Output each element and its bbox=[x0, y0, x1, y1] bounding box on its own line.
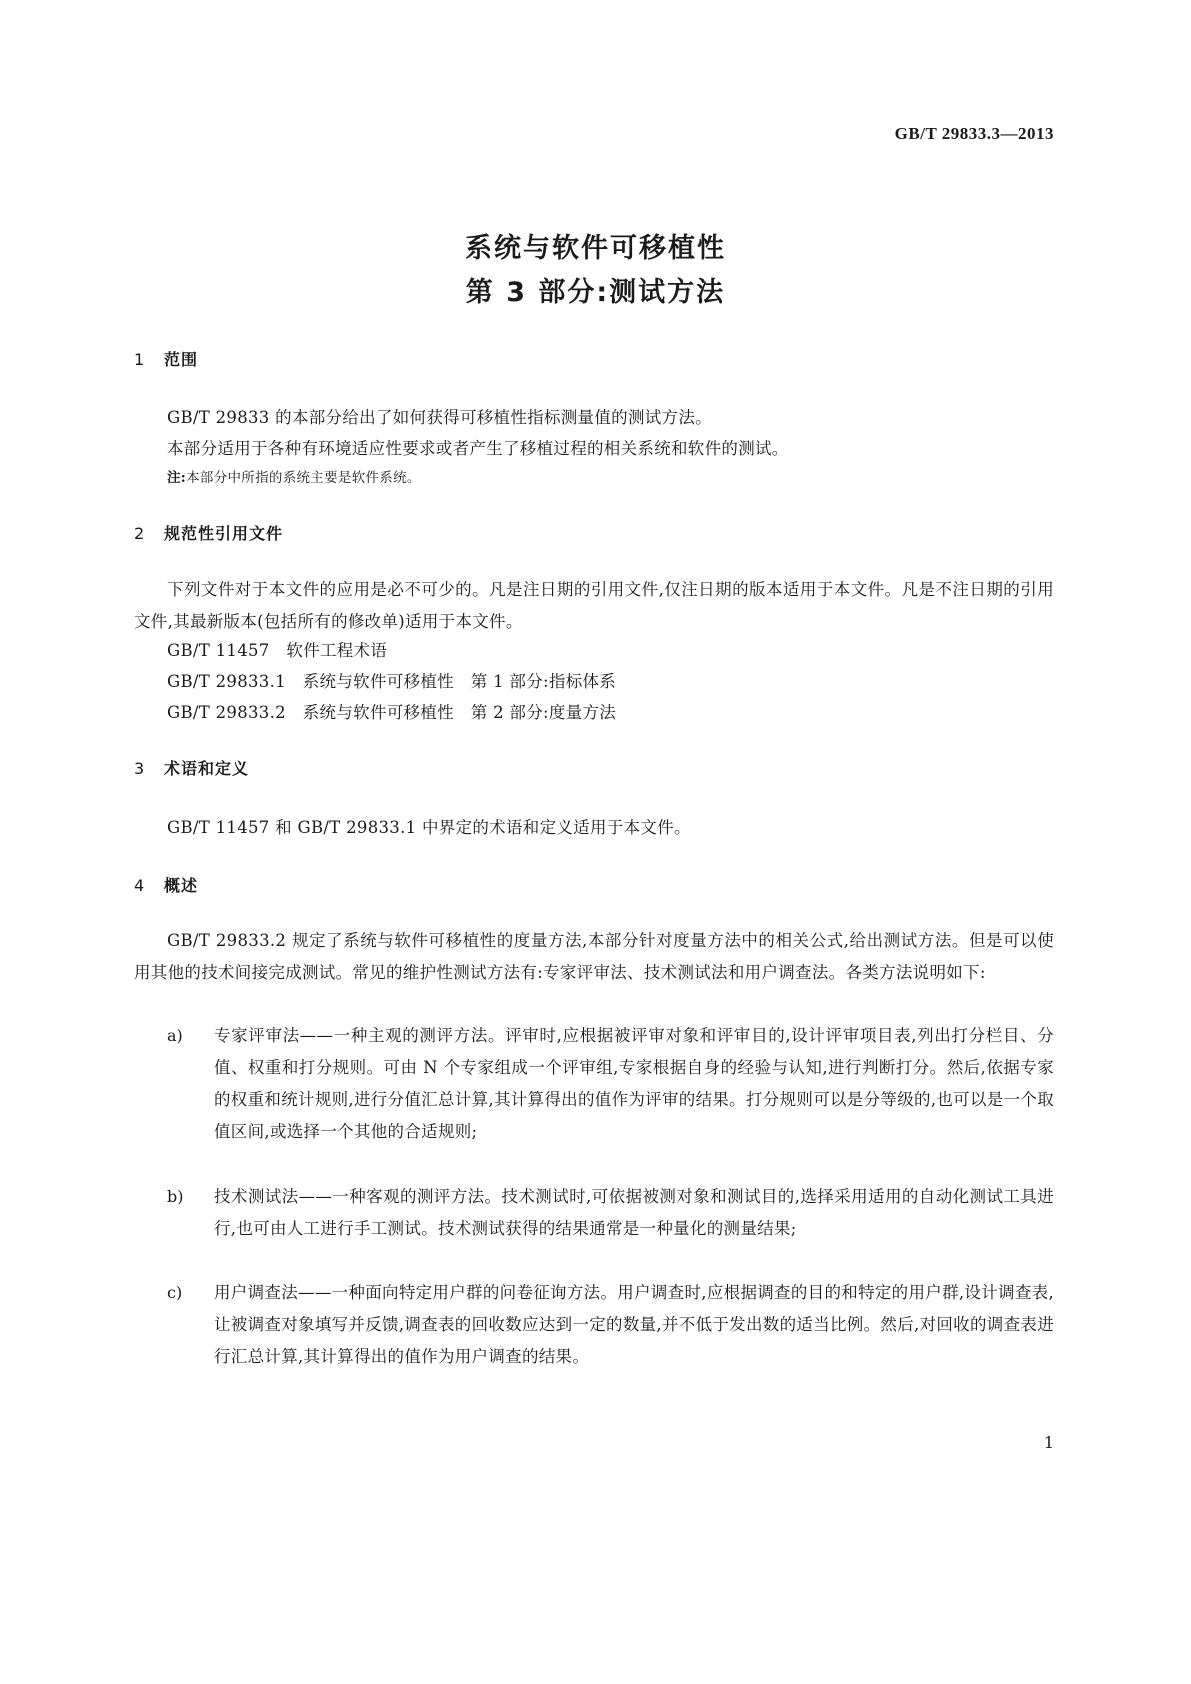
section-3-heading bbox=[134, 756, 249, 779]
section-2-heading bbox=[134, 521, 283, 544]
document-subtitle: 第 3 部分:测试方法 bbox=[465, 277, 726, 308]
scope-paragraph-2: 本部分适用于各种有环境适应性要求或者产生了移植过程的相关系统和软件的测试。 bbox=[167, 439, 789, 458]
section-title: 范围 bbox=[164, 350, 199, 369]
section-4-heading bbox=[134, 873, 198, 896]
method-item-technical-test bbox=[167, 1181, 1054, 1245]
list-marker: a) bbox=[167, 1026, 183, 1045]
note-label: 注: bbox=[167, 470, 187, 486]
section-title: 术语和定义 bbox=[164, 759, 250, 778]
list-item-text: 用户调查法——一种面向特定用户群的问卷征询方法。用户调查时,应根据调查的目的和特定的用户群,设计调查表,让被调查对象填写并反馈,调查表的回收数应达到一定的数量,并不低于发出数的适当比例。然后,对回收的调查表进行汇总计算,其计算得出的值作为用户调查的结果。 bbox=[214, 1283, 1054, 1366]
references-intro: 下列文件对于本文件的应用是必不可少的。凡是注日期的引用文件,仅注日期的版本适用于本文件。凡是不注日期的引用文件,其最新版本(包括所有的修改单)适用于本文件。 bbox=[134, 580, 1054, 631]
scope-paragraph-1: GB/T 29833 的本部分给出了如何获得可移植性指标测量值的测试方法。 bbox=[167, 408, 712, 427]
scope-note bbox=[167, 466, 421, 486]
document-title: 系统与软件可移植性 bbox=[465, 233, 726, 264]
list-marker: b) bbox=[167, 1187, 184, 1206]
method-item-user-survey bbox=[167, 1277, 1054, 1373]
page-number: 1 bbox=[1043, 1433, 1054, 1452]
list-item-text: 专家评审法——一种主观的测评方法。评审时,应根据被评审对象和评审目的,设计评审项目表,列出打分栏目、分值、权重和打分规则。可由 N 个专家组成一个评审组,专家根据自身的经验与认知,进行判断打分。然后,依据专家的权重和统计规则,进行分值汇总计算,其计算得出的值作为评审的结果。打分规则可以是分等级的,也可以是一个取值区间,或选择一个其他的合适规则; bbox=[214, 1026, 1054, 1141]
section-number: 2 bbox=[134, 524, 146, 543]
section-title: 概述 bbox=[164, 876, 199, 895]
section-number: 3 bbox=[134, 759, 146, 778]
reference-item: GB/T 29833.1 系统与软件可移植性 第 1 部分:指标体系 bbox=[167, 672, 617, 691]
section-1-heading bbox=[134, 347, 198, 370]
section-number: 1 bbox=[134, 350, 146, 369]
list-item-text: 技术测试法——一种客观的测评方法。技术测试时,可依据被测对象和测试目的,选择采用适用的自动化测试工具进行,也可由人工进行手工测试。技术测试获得的结果通常是一种量化的测量结果; bbox=[214, 1187, 1054, 1238]
section-title: 规范性引用文件 bbox=[164, 524, 284, 543]
reference-item: GB/T 29833.2 系统与软件可移植性 第 2 部分:度量方法 bbox=[167, 703, 617, 722]
note-text: 本部分中所指的系统主要是软件系统。 bbox=[186, 470, 421, 486]
standard-code: GB/T 29833.3—2013 bbox=[894, 124, 1054, 143]
method-item-expert-review bbox=[167, 1020, 1054, 1148]
terms-paragraph: GB/T 11457 和 GB/T 29833.1 中界定的术语和定义适用于本文件。 bbox=[167, 818, 691, 837]
reference-item: GB/T 11457 软件工程术语 bbox=[167, 641, 388, 660]
list-marker: c) bbox=[167, 1283, 183, 1302]
overview-intro: GB/T 29833.2 规定了系统与软件可移植性的度量方法,本部分针对度量方法中的相关公式,给出测试方法。但是可以使用其他的技术间接完成测试。常见的维护性测试方法有:专家评审法、技术测试法和用户调查法。各类方法说明如下: bbox=[134, 931, 1054, 982]
section-number: 4 bbox=[134, 876, 146, 895]
